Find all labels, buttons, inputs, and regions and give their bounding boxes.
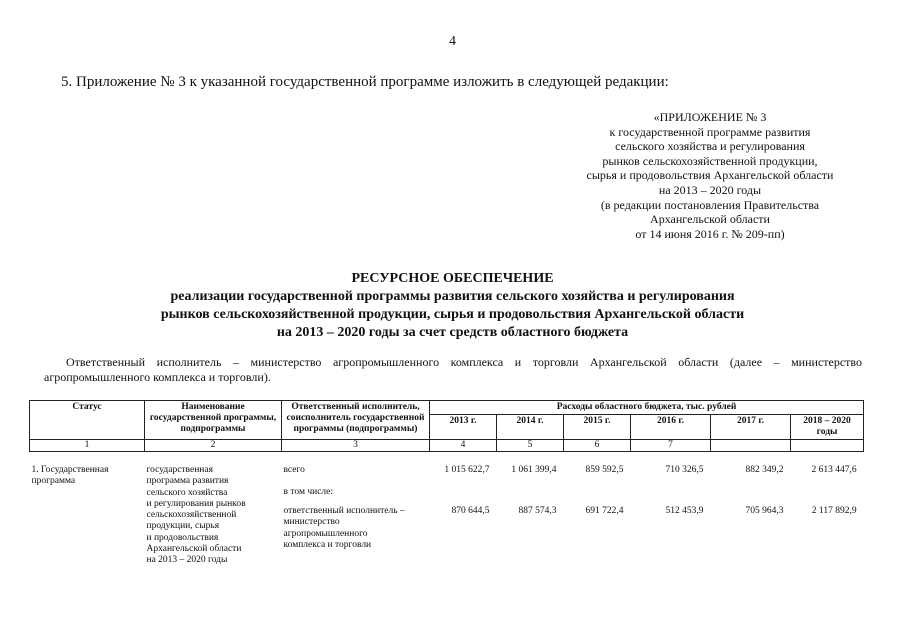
header-year: 2018 – 2020 годы (791, 415, 864, 440)
total-label: всего (283, 465, 305, 475)
executor-value: 2 117 892,9 (811, 506, 857, 516)
column-number: 1 (30, 440, 145, 452)
executor-value: 691 722,4 (585, 506, 624, 516)
total-value: 2 613 447,6 (811, 465, 857, 475)
column-number (711, 440, 791, 452)
appendix-line: Архангельской области (650, 212, 770, 227)
appendix-line: к государственной программе развития (609, 124, 811, 139)
program-name-line: государственная (146, 465, 213, 475)
appendix-line: на 2013 – 2020 годы (658, 182, 762, 197)
column-number: 5 (497, 440, 564, 452)
title-line: на 2013 – 2020 годы за счет средств областного бюджета (276, 325, 629, 340)
total-value: 882 349,2 (745, 465, 784, 475)
header-expenses: Расходы областного бюджета, тыс. рублей (430, 401, 864, 415)
title-line: рынков сельскохозяйственной продукции, сырья и продовольствия Архангельской области (160, 307, 745, 322)
row-program-name (145, 464, 282, 568)
appendix-line: (в редакции постановления Правительства (600, 197, 820, 212)
column-number: 2 (145, 440, 282, 452)
header-year: 2014 г. (497, 415, 564, 440)
column-number: 3 (282, 440, 430, 452)
total-value: 859 592,5 (585, 465, 624, 475)
program-name-line: на 2013 – 2020 годы (146, 555, 228, 566)
program-name-line: и продовольствия (146, 532, 219, 543)
program-name-line: сельскохозяйственной (146, 510, 237, 521)
title-line: реализации государственной программы развития сельского хозяйства и регулирования (170, 289, 735, 304)
executor-label-line: комплекса и торговли (283, 539, 372, 550)
program-name-line: продукции, сырья (146, 521, 220, 532)
appendix-line: «ПРИЛОЖЕНИЕ № 3 (653, 110, 767, 124)
header-year: 2017 г. (711, 415, 791, 440)
column-number: 6 (564, 440, 631, 452)
title-line: РЕСУРСНОЕ ОБЕСПЕЧЕНИЕ (351, 271, 554, 286)
executor-value: 887 574,3 (518, 506, 557, 516)
header-status: Статус (30, 401, 145, 440)
column-number (791, 440, 864, 452)
table-row (30, 464, 864, 486)
appendix-line: рынков сельскохозяйственной продукции, (602, 153, 818, 168)
executor-label-line: ответственный исполнитель – (283, 506, 405, 516)
program-name-line: и регулирования рынков (146, 498, 246, 509)
responsible-executor-text: Ответственный исполнитель – министерство агропромышленного комплекса и торговли Архангельской области (далее – министерство агропромышленного комплекса и торговли). (44, 355, 862, 384)
header-executor: Ответственный исполнитель, соисполнитель государственной программы (подпрограммы) (282, 401, 430, 440)
row-status: 1. Государственная программа (31, 465, 109, 487)
executor-value: 512 453,9 (665, 506, 704, 516)
program-name-line: сельского хозяйства (146, 487, 228, 498)
appendix-line: от 14 июня 2016 г. № 209-пп) (635, 226, 785, 241)
appendix-line: сельского хозяйства и регулирования (615, 139, 805, 154)
including-label: в том числе: (283, 487, 334, 497)
total-value: 1 061 399,4 (511, 465, 557, 475)
program-name-line: Архангельской области (146, 544, 242, 555)
executor-value: 705 964,3 (745, 506, 784, 516)
header-year: 2016 г. (631, 415, 711, 440)
appendix-header (560, 110, 860, 241)
header-year: 2013 г. (430, 415, 497, 440)
executor-label-line: агропромышленного (283, 528, 368, 539)
executor-label-line: министерство (283, 517, 340, 528)
program-name-line: программа развития (146, 476, 229, 487)
resource-table (29, 400, 864, 568)
column-number: 7 (631, 440, 711, 452)
executor-value: 870 644,5 (451, 506, 490, 516)
column-number: 4 (430, 440, 497, 452)
total-value: 710 326,5 (665, 465, 704, 475)
total-value: 1 015 622,7 (444, 465, 490, 475)
appendix-line: сырья и продовольствия Архангельской области (586, 168, 834, 183)
page-number: 4 (449, 34, 456, 49)
document-title (0, 270, 905, 342)
header-name: Наименование государственной программы, подпрограммы (145, 401, 282, 440)
item-5-text: 5. Приложение № 3 к указанной государственной программе изложить в следующей редакции: (61, 74, 669, 90)
header-year: 2015 г. (564, 415, 631, 440)
executor-label (282, 505, 430, 568)
